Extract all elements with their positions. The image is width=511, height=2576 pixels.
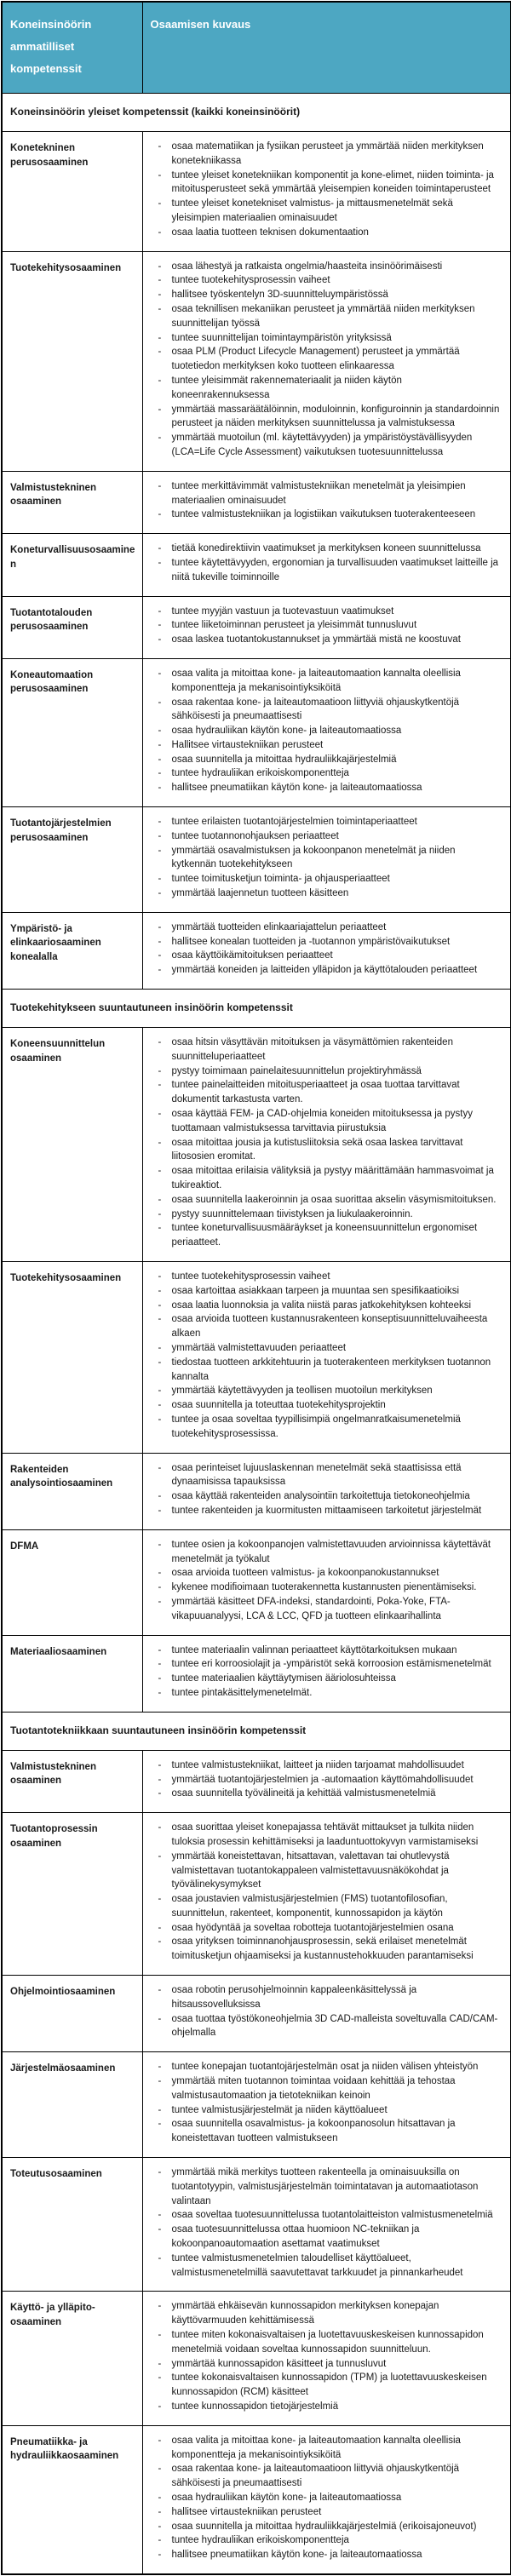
description-item: - osaa suunnitella ja toteuttaa tuotekehitysprojektin: [145, 1398, 502, 1413]
description-item: - ymmärtää laajennetun tuotteen käsitteen: [145, 886, 502, 901]
description-item: - tuntee materiaalin valinnan periaatteet käyttötarkoituksen mukaan: [145, 1644, 502, 1658]
description-item: - osaa mitoittaa erilaisia välityksiä ja pystyy määrittämään hammasvoimat ja tukireaktiot.: [145, 1164, 502, 1193]
table-row: [2, 658, 511, 806]
table-row: [2, 534, 511, 596]
table-row: [2, 2052, 511, 2158]
description-item: - tuntee tuotannonohjauksen periaatteet: [145, 829, 502, 844]
description-item: - osaa valita ja mitoittaa kone- ja laiteautomaation kannalta oleellisia komponentteja ja mekanisointiyksiköitä: [145, 2434, 502, 2463]
description-item: - tuntee materiaalien käyttäytymisen ääriolosuhteissa: [145, 1672, 502, 1686]
description-item: - tuntee hydrauliikan erikoiskomponentteja: [145, 2533, 502, 2548]
description-cell: [142, 1813, 511, 1976]
description-cell: [142, 2292, 511, 2425]
table-row: [2, 2158, 511, 2292]
description-item: - osaa suunnitella osavalmistus- ja kokoonpanosolun hitsattavan ja koneistettavan tuotteen valmistukseen: [145, 2117, 502, 2146]
competence-name: DFMA: [2, 1529, 142, 1635]
competence-name: Konetekninen perusosaaminen: [2, 132, 142, 252]
competence-name: Valmistustekninen osaaminen: [2, 471, 142, 533]
competence-name: Valmistustekninen osaaminen: [2, 1750, 142, 1812]
competence-name: Järjestelmäosaaminen: [2, 2052, 142, 2158]
description-item: - osaa soveltaa tuotesuunnittelussa tuotantolaitteiston valmistusmenetelmiä: [145, 2208, 502, 2223]
description-item: - osaa suunnitella ja mitoittaa hydrauliikkajärjestelmiä (erikoisajoneuvot): [145, 2520, 502, 2534]
description-cell: [142, 1529, 511, 1635]
header-cell-competences: Koneinsinöörin ammatilliset kompetenssit: [2, 2, 142, 94]
table-row: [2, 1635, 511, 1712]
description-item: - osaa teknillisen mekaniikan perusteet ja ymmärtää niiden merkityksen suunnittelijan työssä: [145, 302, 502, 331]
section-header-row: [2, 1712, 511, 1750]
description-item: - tuntee pintakäsittelymenetelmät.: [145, 1686, 502, 1701]
table-row: [2, 1976, 511, 2052]
description-item: - osaa suunnitella laakeroinnin ja osaa suorittaa akselin väsymismitoituksen.: [145, 1193, 502, 1208]
description-item: - tuntee konepajan tuotantojärjestelmän osat ja niiden välisen yhteistyön: [145, 2060, 502, 2074]
description-item: - tuntee merkittävimmät valmistustekniikan menetelmät ja yleisimpien materiaalien ominaisuudet: [145, 479, 502, 508]
description-item: - osaa PLM (Product Lifecycle Management) perusteet ja ymmärtää tuotetiedon merkityksen koko tuotteen elinkaaressa: [145, 345, 502, 374]
competence-name: Pneumatiikka- ja hydrauliikkaosaaminen: [2, 2425, 142, 2574]
description-item: - osaa käyttää rakenteiden analysointiin tarkoitettuja tietokoneohjelmia: [145, 1489, 502, 1504]
description-item: - osaa kartoittaa asiakkaan tarpeen ja muuntaa sen spesifikaatioiksi: [145, 1284, 502, 1299]
description-item: - tuntee valmistusjärjestelmät ja niiden käyttöalueet: [145, 2103, 502, 2118]
description-list: [145, 1270, 502, 1442]
description-cell: [142, 1635, 511, 1712]
description-item: - osaa tuotesuunnittelussa ottaa huomioon NC-tekniikan ja kokoonpanoautomaation asettamat vaatimukset: [145, 2223, 502, 2252]
description-item: - osaa perinteiset lujuuslaskennan menetelmät sekä staattisissa että dynaamisissa tapauksissa: [145, 1461, 502, 1490]
table-row: [2, 1453, 511, 1529]
description-list: [145, 1983, 502, 2040]
description-item: - tuntee myyjän vastuun ja tuotevastuun vaatimukset: [145, 605, 502, 619]
description-item: - ymmärtää mikä merkitys tuotteen rakenteella ja ominaisuuksilla on tuotantotyypin, valmistusjärjestelmän toimintatavan ja automaatiotason valintaan: [145, 2166, 502, 2208]
description-list: [145, 1461, 502, 1518]
description-item: - ymmärtää kunnossapidon käsitteet ja tunnusluvut: [145, 2357, 502, 2372]
description-item: - tuntee yleisimmät rakennemateriaalit ja niiden käytön koneenrakennuksessa: [145, 374, 502, 403]
description-cell: [142, 132, 511, 252]
description-item: - ymmärtää valmistettavuuden periaatteet: [145, 1341, 502, 1356]
description-item: - tuntee tuotekehitysprosessin vaiheet: [145, 273, 502, 288]
description-item: - tuntee koneturvallisuusmääräykset ja koneensuunnittelun ergonomiset periaatteet.: [145, 1221, 502, 1250]
description-list: [145, 2166, 502, 2280]
description-cell: [142, 251, 511, 471]
description-item: - osaa käyttöikämitoituksen periaatteet: [145, 949, 502, 963]
description-item: - ymmärtää käytettävyyden ja teollisen muotoilun merkityksen: [145, 1384, 502, 1398]
section-header-row: [2, 990, 511, 1028]
description-item: - osaa robotin perusohjelmoinnin kappaleenkäsittelyssä ja hitsaussovelluksissa: [145, 1983, 502, 2012]
description-item: - tuntee rakenteiden ja kuormitusten mittaamiseen tarkoitetut järjestelmät: [145, 1504, 502, 1518]
description-item: - ymmärtää tuotteiden elinkaariajattelun periaatteet: [145, 921, 502, 935]
description-item: - ymmärtää koneiden ja laitteiden ylläpidon ja käyttötalouden periaatteet: [145, 963, 502, 978]
description-cell: [142, 1028, 511, 1262]
description-list: [145, 1036, 502, 1250]
description-list: [145, 2060, 502, 2146]
description-item: - tuntee valmistustekniikan ja logistiikan vaikutuksen tuoterakenteeseen: [145, 508, 502, 522]
description-item: - osaa hydrauliikan käytön kone- ja laiteautomaatiossa: [145, 2491, 502, 2505]
description-item: - tuntee osien ja kokoonpanojen valmistettavuuden arvioinnissa käytettävät menetelmät ja työkalut: [145, 1538, 502, 1567]
description-item: - hallitsee pneumatiikan käytön kone- ja laiteautomaatiossa: [145, 2548, 502, 2562]
description-list: [145, 1821, 502, 1964]
description-item: - pystyy suunnittelemaan tiivistyksen ja liukulaakeroinnin.: [145, 1208, 502, 1222]
description-cell: [142, 1262, 511, 1454]
table-row: [2, 1813, 511, 1976]
header-cell-description: Osaamisen kuvaus: [142, 2, 511, 94]
description-item: - osaa laskea tuotantokustannukset ja ymmärtää mistä ne koostuvat: [145, 633, 502, 647]
description-item: - Hallitsee virtaustekniikan perusteet: [145, 738, 502, 753]
description-cell: [142, 2158, 511, 2292]
description-item: - hallitsee pneumatiikan käytön kone- ja laiteautomaatiossa: [145, 781, 502, 795]
description-item: - osaa suunnitella työvälineitä ja kehittää valmistusmenetelmiä: [145, 1787, 502, 1801]
description-cell: [142, 471, 511, 533]
description-item: - tuntee yleiset konetekniset valmistus- ja mittausmenetelmät sekä yleisimpien materiaalien ominaisuudet: [145, 197, 502, 226]
description-item: - tuntee painelaitteiden mitoitusperiaatteet ja osaa tuottaa tarvittavat dokumentit tarkastusta varten.: [145, 1078, 502, 1107]
description-item: - osaa joustavien valmistusjärjestelmien (FMS) tuotantofilosofian, suunnittelun, rakenteet, komponentit, kunnossapidon ja käytön: [145, 1892, 502, 1921]
description-item: - osaa suorittaa yleiset konepajassa tehtävät mittaukset ja tulkita niiden tuloksia prosessin kehittämiseksi ja laaduntuottokyvyn varmistamiseksi: [145, 1821, 502, 1850]
description-item: - ymmärtää tuotantojärjestelmien ja -automaation käyttömahdollisuudet: [145, 1773, 502, 1787]
competence-name: Tuotantojärjestelmien perusosaaminen: [2, 807, 142, 913]
table-row: [2, 2292, 511, 2425]
description-item: - osaa hydrauliikan käytön kone- ja laiteautomaatiossa: [145, 724, 502, 738]
table-row: [2, 1529, 511, 1635]
description-list: [145, 140, 502, 240]
description-item: - tuntee liiketoiminnan perusteet ja yleisimmät tunnusluvut: [145, 618, 502, 633]
competence-name: Rakenteiden analysointiosaaminen: [2, 1453, 142, 1529]
competence-name: Tuotantoprosessin osaaminen: [2, 1813, 142, 1976]
description-item: - kykenee modifioimaan tuoterakennetta kustannusten pienentämiseksi.: [145, 1581, 502, 1595]
description-item: - tuntee suunnittelijan toimintaympäristön yrityksissä: [145, 331, 502, 346]
description-item: - osaa arvioida tuotteen valmistus- ja kokoonpanokustannukset: [145, 1566, 502, 1581]
description-item: - tuntee yleiset konetekniikan komponentit ja kone-elimet, niiden toiminta- ja mitoitusperusteet sekä ymmärtää yleisempien koneiden toimintaperusteet: [145, 169, 502, 198]
description-item: - ymmärtää massaräätälöinnin, moduloinnin, konfiguroinnin ja standardoinnin perusteet ja näiden merkityksen suunnittelussa ja valmistuksessa: [145, 403, 502, 432]
description-item: - tuntee tuotekehitysprosessin vaiheet: [145, 1270, 502, 1284]
description-list: [145, 815, 502, 901]
description-item: - ymmärtää ehkäisevän kunnossapidon merkityksen konepajan käyttövarmuuden kehittämisessä: [145, 2299, 502, 2328]
description-item: - osaa hyödyntää ja soveltaa robotteja tuotantojärjestelmien osana: [145, 1921, 502, 1936]
description-item: - osaa mitoittaa jousia ja kutistusliitoksia sekä osaa laskea tarvittavat liitososien eromitat.: [145, 1136, 502, 1165]
description-cell: [142, 912, 511, 989]
description-item: - osaa laatia tuotteen teknisen dokumentaation: [145, 226, 502, 240]
table-row: [2, 1028, 511, 1262]
description-item: - osaa lähestyä ja ratkaista ongelmia/haasteita insinöörimäisesti: [145, 260, 502, 274]
description-item: - ymmärtää muotoilun (ml. käytettävyyden) ja ympäristöystävällisyyden (LCA=Life Cycle Assessment) vaikutuksen tuotesuunnittelussa: [145, 431, 502, 460]
description-cell: [142, 2052, 511, 2158]
competence-name: Toteutusosaaminen: [2, 2158, 142, 2292]
description-list: [145, 1538, 502, 1624]
description-item: - osaa laatia luonnoksia ja valita niistä paras jatkokehityksen kohteeksi: [145, 1299, 502, 1313]
description-item: - osaa rakentaa kone- ja laiteautomaatioon liittyviä ohjauskytkentöjä sähköisesti ja pneumaattisesti: [145, 696, 502, 725]
description-item: - hallitsee työskentelyn 3D-suunnitteluympäristössä: [145, 288, 502, 302]
table-row: [2, 912, 511, 989]
description-item: - hallitsee konealan tuotteiden ja -tuotannon ympäristövaikutukset: [145, 935, 502, 950]
description-item: - osaa hitsin väsyttävän mitoituksen ja väsymättömien rakenteiden suunnitteluperiaatteet: [145, 1036, 502, 1064]
table-row: [2, 1750, 511, 1812]
description-list: [145, 667, 502, 795]
description-item: - tuntee miten kokonaisvaltaisen ja luotettavuuskeskeisen kunnossapidon menetelmiä voidaan soveltaa kunnossapidon suunnitteluun.: [145, 2328, 502, 2357]
table-row: [2, 1262, 511, 1454]
competence-name: Koneturvallisuusosaaminen: [2, 534, 142, 596]
description-item: - osaa rakentaa kone- ja laiteautomaatioon liittyviä ohjauskytkentöjä sähköisesti ja pneumaattisesti: [145, 2462, 502, 2491]
description-item: - ymmärtää koneistettavan, hitsattavan, valettavan tai ohutlevystä valmistettavan tuotantokappaleen valmistettavuusnäkökohdat ja työvälinekysymykset: [145, 1850, 502, 1892]
table-row: [2, 251, 511, 471]
description-item: - hallitsee virtaustekniikan perusteet: [145, 2505, 502, 2520]
description-list: [145, 1644, 502, 1701]
description-item: - osaa valita ja mitoittaa kone- ja laiteautomaation kannalta oleellisia komponentteja ja mekanisointiyksiköitä: [145, 667, 502, 696]
description-item: - tuntee toimitusketjun toiminta- ja ohjausperiaatteet: [145, 872, 502, 886]
section-header-row: [2, 94, 511, 132]
description-list: [145, 2299, 502, 2413]
description-list: [145, 260, 502, 460]
section-title: Tuotekehitykseen suuntautuneen insinöörin kompetenssit: [2, 990, 511, 1028]
description-item: - tuntee kokonaisvaltaisen kunnossapidon (TPM) ja luotettavuuskeskeisen kunnossapidon (RCM) käsitteet: [145, 2371, 502, 2400]
description-item: - osaa matematiikan ja fysiikan perusteet ja ymmärtää niiden merkityksen konetekniikassa: [145, 140, 502, 169]
competence-name: Koneautomaation perusosaaminen: [2, 658, 142, 806]
description-item: - tuntee käytettävyyden, ergonomian ja turvallisuuden vaatimukset laitteille ja niitä tukeville toiminnoille: [145, 556, 502, 585]
table-row: [2, 2425, 511, 2574]
competence-name: Tuotantotalouden perusosaaminen: [2, 596, 142, 658]
description-cell: [142, 596, 511, 658]
description-item: - tuntee valmistusmenetelmien taloudelliset käyttöalueet, valmistusmenetelmillä saavutettavat tarkkuudet ja pinnankarheudet: [145, 2252, 502, 2281]
description-item: - tuntee kunnossapidon tietojärjestelmiä: [145, 2400, 502, 2414]
table-row: [2, 596, 511, 658]
description-item: - tuntee eri korroosiolajit ja -ympäristöt sekä korroosion estämismenetelmät: [145, 1657, 502, 1672]
description-cell: [142, 1976, 511, 2052]
description-cell: [142, 1453, 511, 1529]
description-list: [145, 1758, 502, 1801]
description-item: - osaa yrityksen toiminnanohjausprosessin, sekä erilaiset menetelmät toimitusketjun ohjaamiseksi ja kustannustehokkuuden parantamiseksi: [145, 1935, 502, 1964]
description-item: - osaa suunnitella ja mitoittaa hydrauliikkajärjestelmiä: [145, 753, 502, 767]
competence-name: Koneensuunnittelun osaaminen: [2, 1028, 142, 1262]
description-item: - tuntee valmistustekniikat, laitteet ja niiden tarjoamat mahdollisuudet: [145, 1758, 502, 1773]
description-item: - tiedostaa tuotteen arkkitehtuurin ja tuoterakenteen merkityksen tuotannon kannalta: [145, 1356, 502, 1385]
section-title: Tuotantotekniikkaan suuntautuneen insinöörin kompetenssit: [2, 1712, 511, 1750]
description-item: - tietää konedirektiivin vaatimukset ja merkityksen koneen suunnittelussa: [145, 542, 502, 556]
competence-name: Tuotekehitysosaaminen: [2, 1262, 142, 1454]
description-item: - tuntee hydrauliikan erikoiskomponentteja: [145, 766, 502, 781]
description-list: [145, 479, 502, 522]
description-item: - osaa käyttää FEM- ja CAD-ohjelmia koneiden mitoituksessa ja pystyy tuottamaan valmistuksessa tarvittavia piirustuksia: [145, 1107, 502, 1136]
description-list: [145, 542, 502, 584]
competence-name: Käyttö- ja ylläpito-osaaminen: [2, 2292, 142, 2425]
description-item: - tuntee ja osaa soveltaa tyypillisimpiä ongelmanratkaisumenetelmiä tuotekehitysprosessissa.: [145, 1413, 502, 1442]
competence-name: Materiaaliosaaminen: [2, 1635, 142, 1712]
description-list: [145, 921, 502, 978]
description-cell: [142, 807, 511, 913]
description-item: - ymmärtää miten tuotannon toimintaa voidaan kehittää ja tehostaa valmistusautomaation ja tietotekniikan keinoin: [145, 2074, 502, 2103]
competence-name: Tuotekehitysosaaminen: [2, 251, 142, 471]
description-item: - osaa tuottaa työstökoneohjelmia 3D CAD-malleista soveltuvalla CAD/CAM-ohjelmalla: [145, 2012, 502, 2041]
description-cell: [142, 1750, 511, 1812]
description-item: - osaa arvioida tuotteen kustannusrakenteen konseptisuunnitteluvaiheesta alkaen: [145, 1312, 502, 1341]
description-item: - tuntee erilaisten tuotantojärjestelmien toimintaperiaatteet: [145, 815, 502, 829]
description-cell: [142, 2425, 511, 2574]
table-row: [2, 132, 511, 252]
competence-table: [1, 1, 511, 2575]
competence-name: Ohjelmointiosaaminen: [2, 1976, 142, 2052]
table-header-row: [2, 2, 511, 94]
description-cell: [142, 534, 511, 596]
description-item: - pystyy toimimaan painelaitesuunnittelun projektiryhmässä: [145, 1064, 502, 1079]
table-row: [2, 807, 511, 913]
competence-name: Ympäristö- ja elinkaariosaaminen konealalla: [2, 912, 142, 989]
table-body: [2, 94, 511, 2574]
description-item: - ymmärtää käsitteet DFA-indeksi, standardointi, Poka-Yoke, FTA-vikapuuanalyysi, LCA & LCC, QFD ja tuotteen elinkaarihallinta: [145, 1595, 502, 1624]
description-list: [145, 2434, 502, 2562]
description-list: [145, 605, 502, 647]
table-row: [2, 471, 511, 533]
description-cell: [142, 658, 511, 806]
description-item: - ymmärtää osavalmistuksen ja kokoonpanon menetelmät ja niiden kytkennän tuotekehitykseen: [145, 844, 502, 873]
section-title: Koneinsinöörin yleiset kompetenssit (kaikki koneinsinöörit): [2, 94, 511, 132]
